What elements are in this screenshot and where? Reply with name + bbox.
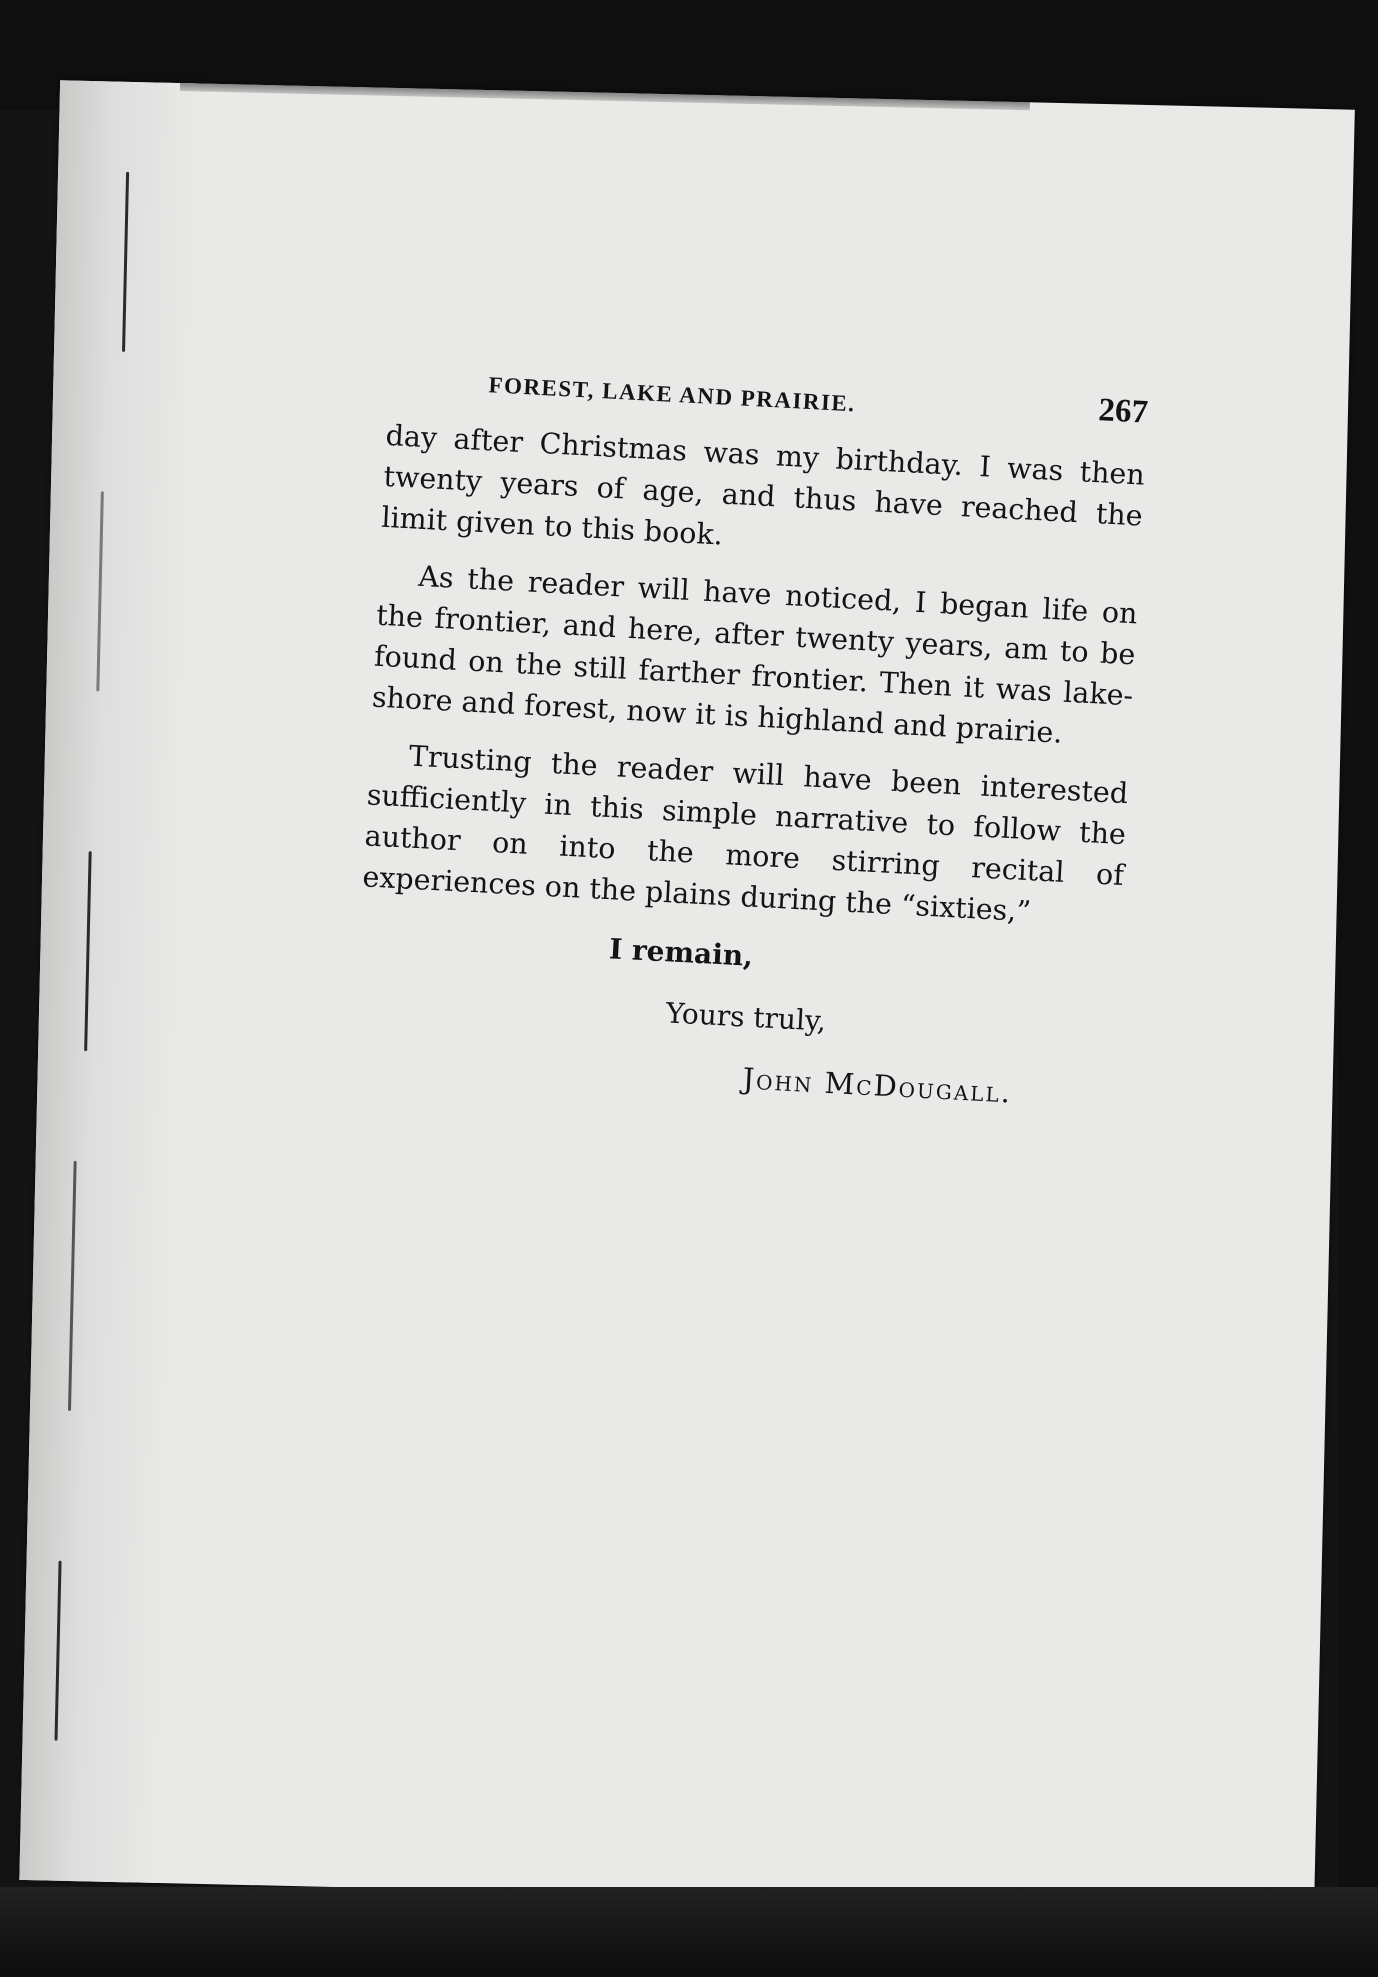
body-text <box>362 415 1146 937</box>
closing-yours-truly: Yours truly, <box>665 996 827 1038</box>
scanner-background-bottom <box>0 1887 1378 1977</box>
page-gutter <box>19 80 200 1883</box>
paragraph: day after Christmas was my birthday. I was then twenty years of age, and thus have reached the limit given to this book. <box>380 418 1146 552</box>
closing-remain: I remain, <box>608 932 754 973</box>
page-text-block <box>352 355 1149 1115</box>
paragraph: As the reader will have noticed, I began life on the frontier, and here, after twenty years, am to be found on the still farther frontier. Then it was lake-shore and forest, now it is highland and prairie. <box>371 559 1139 750</box>
paragraph: Trusting the reader will have been interested sufficiently in this simple narrative to follow the author on into the more stirring recital of experiences on the plains during the “sixties,” <box>361 739 1129 929</box>
running-title: FOREST, LAKE AND PRAIRIE. <box>487 372 857 417</box>
signature: John McDougall. <box>741 1061 1014 1110</box>
page-number: 267 <box>1097 392 1149 431</box>
